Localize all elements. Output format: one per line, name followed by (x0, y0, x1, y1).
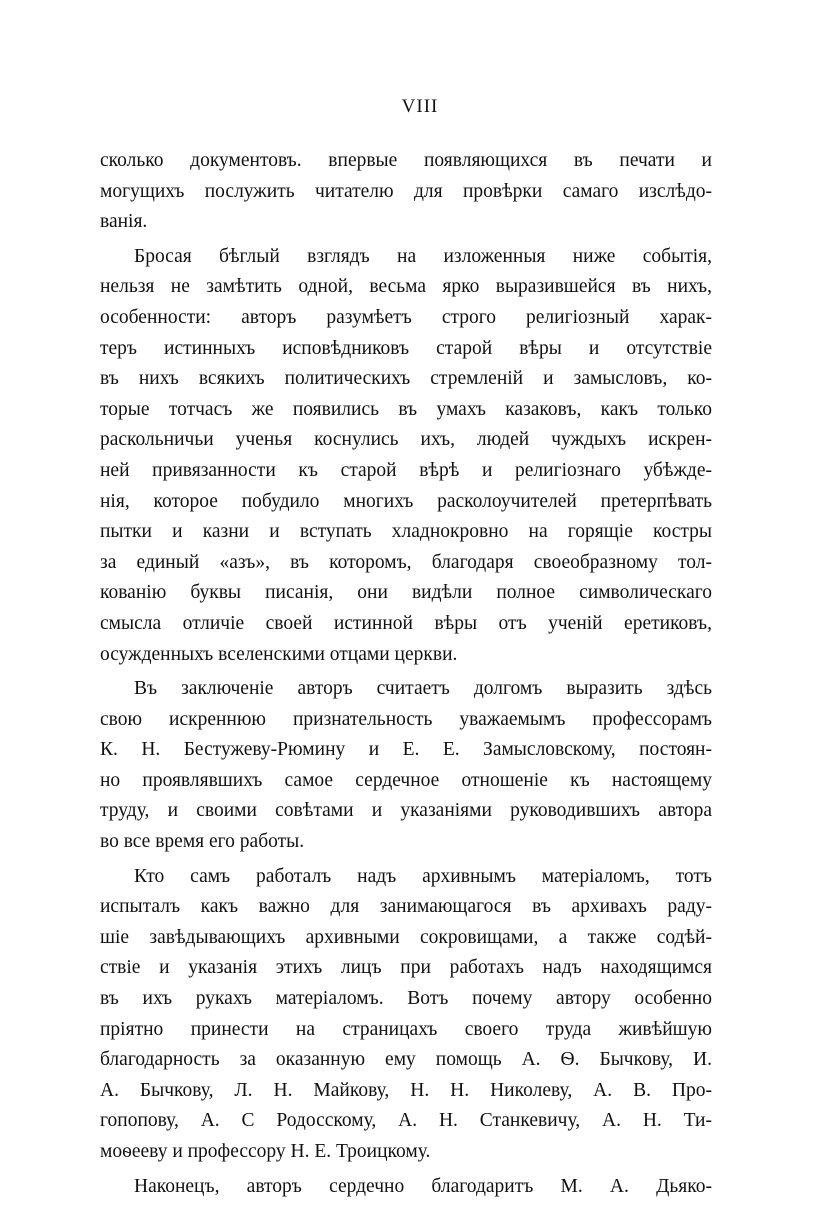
text-line: А. Бычкову, Л. Н. Майкову, Н. Н. Николеву, А. В. Про- (100, 1079, 712, 1101)
text-line: Кто самъ работалъ надъ архивнымъ матеріаломъ, тотъ (134, 865, 712, 887)
text-line: Наконецъ, авторъ сердечно благодаритъ М. А. Дьяко- (134, 1175, 712, 1197)
text-line: свою искреннюю признательность уважаемымъ профессорамъ (100, 708, 712, 730)
paragraph (100, 1172, 712, 1203)
text-line: нельзя не замѣтить одной, весьма ярко выразившейся въ нихъ, (100, 276, 712, 298)
text-line: теръ истинныхъ исповѣдниковъ старой вѣры и отсутствіе (100, 337, 712, 359)
text-line: ванія. (100, 211, 148, 233)
text-line: ней привязанности къ старой вѣрѣ и религіознаго убѣжде- (100, 459, 712, 481)
text-line: пытки и казни и вступать хладнокровно на горящіе костры (100, 521, 712, 543)
text-line: но проявлявшихъ самое сердечное отношеніе къ настоящему (100, 769, 712, 791)
text-line: нія, которое побудило многихъ расколоучителей претерпѣвать (100, 490, 712, 512)
text-line: раскольничьи ученья коснулись ихъ, людей чуждыхъ искрен- (100, 429, 712, 451)
body-text (100, 146, 712, 1206)
text-line: Бросая бѣглый взглядъ на изложенныя ниже событія, (134, 245, 712, 267)
text-line: К. Н. Бестужеву-Рюмину и Е. Е. Замысловскому, постоян- (100, 739, 712, 761)
text-line: могущихъ послужить читателю для провѣрки самаго изслѣдо- (100, 180, 712, 202)
text-line: во все время его работы. (100, 831, 305, 853)
text-line: за единый «азъ», въ которомъ, благодаря своеобразному тол- (100, 551, 712, 573)
paragraph (100, 146, 712, 238)
text-line: осужденныхъ вселенскими отцами церкви. (100, 643, 458, 665)
text-line: труду, и своими совѣтами и указаніями руководившихъ автора (100, 800, 712, 822)
text-line: въ нихъ всякихъ политическихъ стремленій и замысловъ, ко- (100, 368, 712, 390)
text-line: благодарность за оказанную ему помощь А. Ѳ. Бычкову, И. (100, 1049, 712, 1071)
text-line: сколько документовъ. впервые появляющихся въ печати и (100, 150, 712, 171)
page-number: VIII (401, 96, 439, 117)
text-line: гопопову, А. С Родосскому, А. Н. Станкевичу, А. Н. Ти- (100, 1110, 712, 1132)
text-line: смысла отличіе своей истинной вѣры отъ ученій еретиковъ, (100, 612, 712, 634)
text-line: въ ихъ рукахъ матеріаломъ. Вотъ почему автору особенно (100, 988, 712, 1010)
text-line: Въ заключеніе авторъ считаетъ долгомъ выразить здѣсь (134, 678, 712, 700)
paragraph (100, 862, 712, 1168)
text-line: моѳееву и профессору Н. Е. Троицкому. (100, 1141, 431, 1162)
text-line: испыталъ какъ важно для занимающагося въ архивахъ раду- (100, 896, 712, 918)
paragraph (100, 674, 712, 858)
text-line: пріятно принести на страницахъ своего труда живѣйшую (100, 1018, 712, 1040)
paragraph (100, 242, 712, 670)
text-line: ствіе и указанія этихъ лицъ при работахъ надъ находящимся (100, 957, 712, 979)
text-line: торые тотчасъ же появились въ умахъ казаковъ, какъ только (100, 398, 712, 420)
text-line: особенности: авторъ разумѣетъ строго религіозный харак- (100, 306, 712, 328)
text-line: кованію буквы писанія, они видѣли полное символическаго (100, 582, 712, 604)
text-line: шіе завѣдывающихъ архивными сокровищами, а также содѣй- (100, 926, 712, 948)
